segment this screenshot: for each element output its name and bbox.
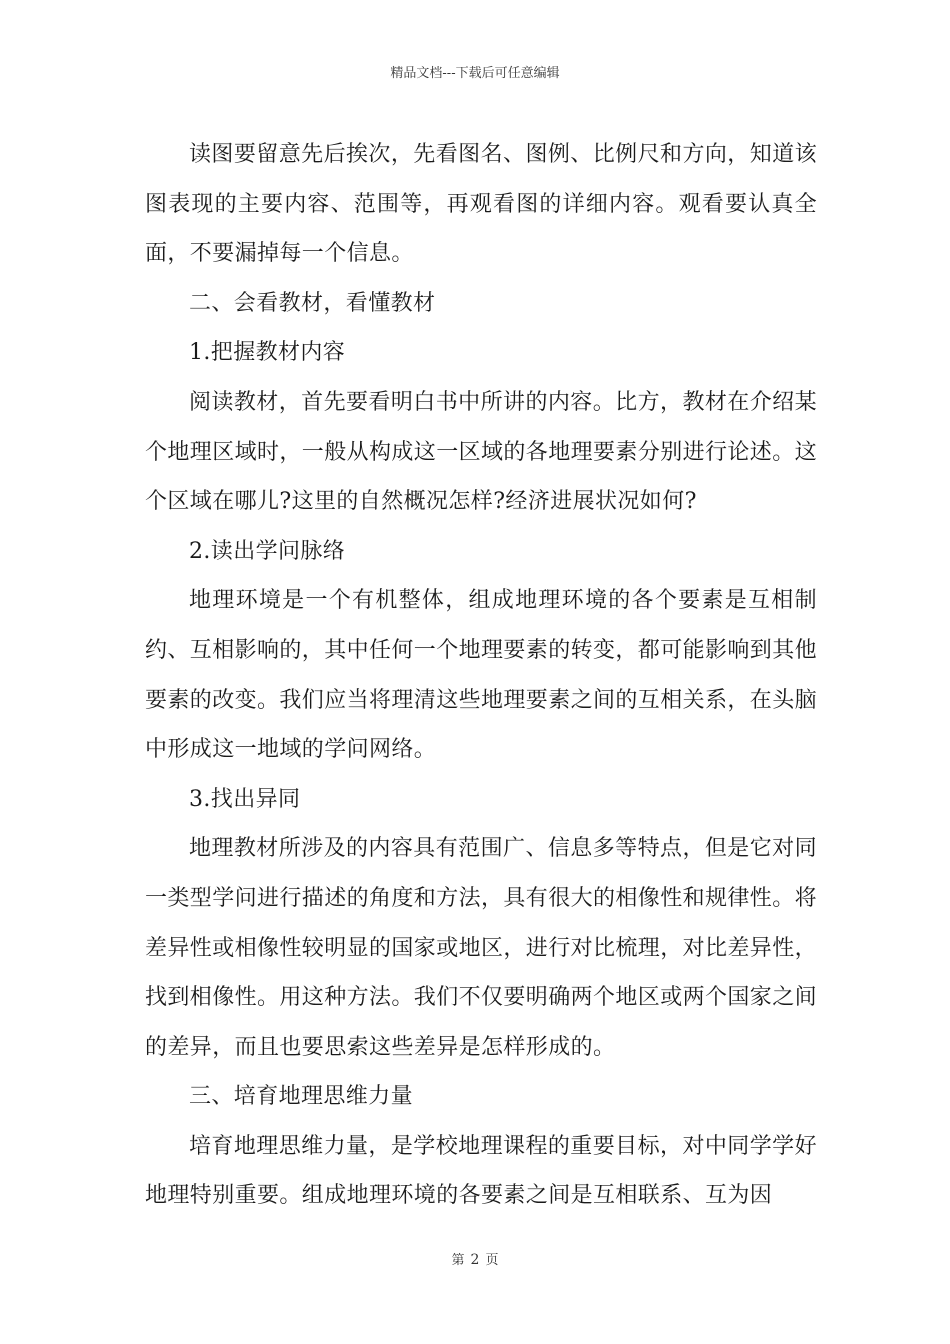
section-heading: 三、培育地理思维力量 — [189, 1084, 414, 1110]
footer-prefix: 第 — [451, 1253, 465, 1268]
paragraph: 培育地理思维力量，是学校地理课程的重要目标，对中同学学好地理特别重要。组成地理环境的各要素之间是互相联系、互为因 — [145, 1133, 817, 1209]
subsection-heading: 2.读出学问脉络 — [189, 538, 346, 564]
footer-suffix: 页 — [485, 1253, 499, 1268]
page-number: 2 — [470, 1252, 480, 1268]
page-footer — [0, 1252, 950, 1269]
paragraph: 地理环境是一个有机整体，组成地理环境的各个要素是互相制约、互相影响的，其中任何一个地理要素的转变，都可能影响到其他要素的改变。我们应当将理清这些地理要素之间的互相关系，在头脑中形成这一地域的学问网络。 — [145, 588, 818, 763]
document-body — [145, 130, 817, 1221]
paragraph: 阅读教材，首先要看明白书中所讲的内容。比方，教材在介绍某个地理区域时，一般从构成这一区域的各地理要素分别进行论述。这个区域在哪儿?这里的自然概况怎样?经济进展状况如何? — [145, 389, 818, 515]
subsection-heading: 1.把握教材内容 — [189, 340, 346, 366]
paragraph: 地理教材所涉及的内容具有范围广、信息多等特点，但是它对同一类型学问进行描述的角度和方法，具有很大的相像性和规律性。将差异性或相像性较明显的国家或地区，进行对比梳理，对比差异性，找到相像性。用这种方法。我们不仅要明确两个地区或两个国家之间的差异，而且也要思索这些差异是怎样形成的。 — [145, 836, 818, 1060]
section-heading: 二、会看教材，看懂教材 — [189, 290, 436, 316]
paragraph: 读图要留意先后挨次，先看图名、图例、比例尺和方向，知道该图表现的主要内容、范围等，再观看图的详细内容。观看要认真全面，不要漏掉每一个信息。 — [145, 142, 817, 267]
page-header: 精品文档---下载后可任意编辑 — [390, 66, 560, 81]
subsection-heading: 3.找出异同 — [189, 786, 301, 812]
